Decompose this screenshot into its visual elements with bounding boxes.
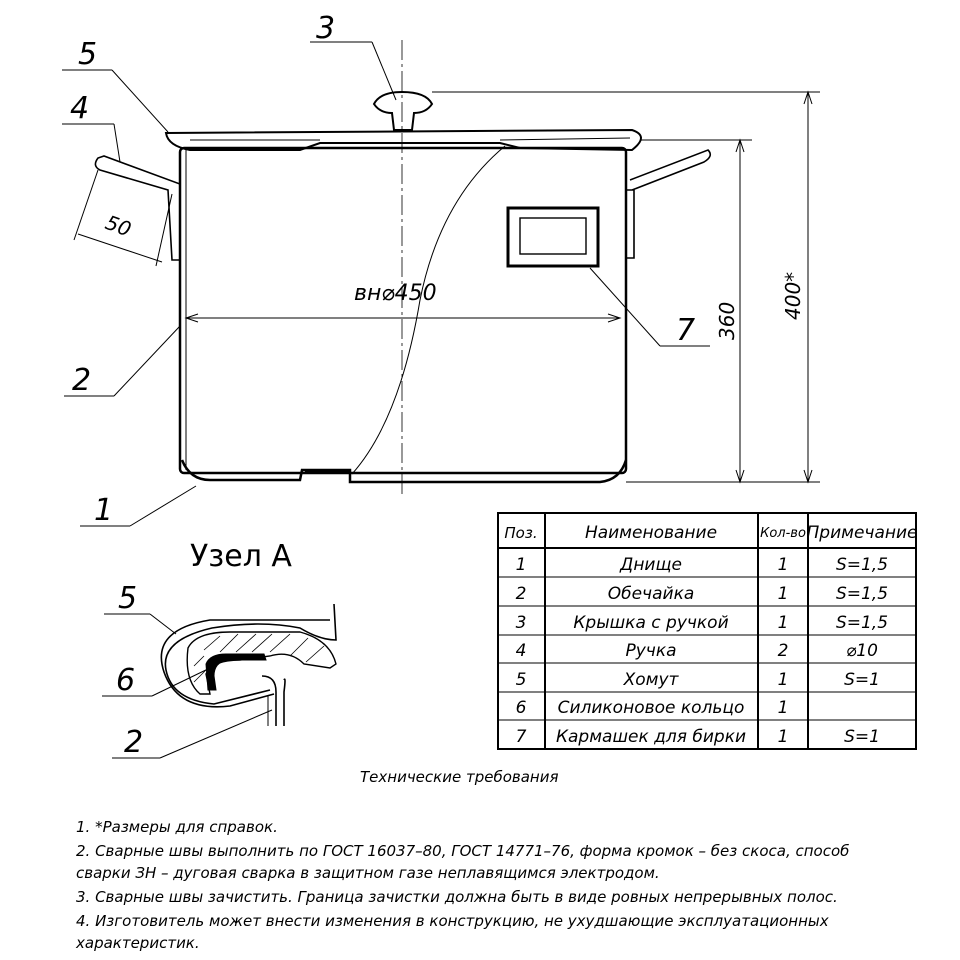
table-row xyxy=(516,555,888,575)
svg-text:S=1,5: S=1,5 xyxy=(835,584,889,604)
svg-text:5: 5 xyxy=(515,670,527,690)
pot-drawing xyxy=(62,11,820,528)
svg-text:2: 2 xyxy=(72,363,92,398)
detail-a xyxy=(102,539,336,760)
table-row xyxy=(516,641,878,661)
header-name: Наименование xyxy=(584,523,718,543)
svg-text:S=1: S=1 xyxy=(844,727,880,747)
table-row xyxy=(516,727,880,747)
svg-text:6: 6 xyxy=(116,663,136,698)
svg-text:Силиконовое кольцо: Силиконовое кольцо xyxy=(557,698,745,718)
table-row xyxy=(516,670,880,690)
svg-text:Ручка: Ручка xyxy=(625,641,677,661)
requirements-title: Технические требования xyxy=(360,768,559,786)
requirement-line: 2. Сварные швы выполнить по ГОСТ 16037–80, ГОСТ 14771–76, форма кромок – без скоса, способ xyxy=(76,842,850,860)
svg-text:Крышка с ручкой: Крышка с ручкой xyxy=(573,613,729,633)
svg-text:⌀10: ⌀10 xyxy=(846,641,878,661)
table-row xyxy=(516,613,888,633)
svg-text:1: 1 xyxy=(777,670,789,690)
detail-leader-5 xyxy=(104,581,176,634)
leader-4 xyxy=(62,91,120,162)
requirement-line: 3. Сварные швы зачистить. Граница зачистки должна быть в виде ровных непрерывных полос. xyxy=(76,888,838,906)
svg-text:S=1: S=1 xyxy=(844,670,880,690)
svg-text:1: 1 xyxy=(777,613,789,633)
svg-text:3: 3 xyxy=(515,613,527,633)
right-handle xyxy=(626,150,710,258)
svg-text:4: 4 xyxy=(515,641,527,661)
tag-pocket xyxy=(508,208,598,266)
technical-requirements xyxy=(75,768,849,952)
leader-1 xyxy=(80,486,196,528)
detail-title: Узел А xyxy=(190,539,292,574)
svg-text:6: 6 xyxy=(515,698,527,718)
requirement-line: 4. Изготовитель может внести изменения в конструкцию, не ухудшающие эксплуатационных xyxy=(76,912,829,930)
header-qty: Кол-во xyxy=(760,526,806,541)
svg-text:5: 5 xyxy=(118,581,138,616)
requirement-line: характеристик. xyxy=(76,934,200,952)
svg-text:7: 7 xyxy=(515,727,527,747)
svg-text:2: 2 xyxy=(777,641,789,661)
svg-text:1: 1 xyxy=(777,698,789,718)
svg-text:4: 4 xyxy=(70,91,90,126)
detail-leader-2 xyxy=(112,710,272,760)
svg-text:1: 1 xyxy=(515,555,527,575)
leader-3 xyxy=(310,11,396,100)
svg-text:1: 1 xyxy=(94,493,114,528)
svg-text:Хомут: Хомут xyxy=(623,670,679,690)
detail-leader-6 xyxy=(102,663,210,698)
requirement-line: сварки ЗН – дуговая сварка в защитном газе неплавящимся электродом. xyxy=(76,864,660,882)
requirement-line: 1. *Размеры для справок. xyxy=(76,818,278,836)
svg-text:1: 1 xyxy=(777,727,789,747)
svg-text:S=1,5: S=1,5 xyxy=(835,613,889,633)
svg-text:7: 7 xyxy=(676,313,696,348)
silicone-ring xyxy=(206,654,266,690)
parts-table xyxy=(498,513,918,749)
header-note: Примечание xyxy=(806,523,918,543)
table-row xyxy=(516,584,888,604)
height-body-label: 360 xyxy=(715,301,739,340)
height-total-label: 400* xyxy=(781,271,805,320)
svg-text:2: 2 xyxy=(515,584,527,604)
svg-text:1: 1 xyxy=(777,555,789,575)
pot-bottom xyxy=(182,460,626,482)
header-pos: Поз. xyxy=(504,524,538,542)
handle-label: 50 xyxy=(102,210,135,242)
svg-text:3: 3 xyxy=(316,11,336,46)
leader-2 xyxy=(64,326,180,398)
svg-text:S=1,5: S=1,5 xyxy=(835,555,889,575)
svg-text:5: 5 xyxy=(78,37,98,72)
diameter-label: вн⌀450 xyxy=(354,281,437,306)
svg-text:2: 2 xyxy=(124,725,144,760)
pot-body xyxy=(180,148,626,473)
table-row xyxy=(516,698,789,718)
lid-knob xyxy=(374,92,432,130)
svg-text:1: 1 xyxy=(777,584,789,604)
svg-text:Днище: Днище xyxy=(620,555,682,575)
svg-text:Обечайка: Обечайка xyxy=(607,584,695,604)
leader-7 xyxy=(590,268,710,348)
svg-text:Кармашек для бирки: Кармашек для бирки xyxy=(555,727,747,747)
